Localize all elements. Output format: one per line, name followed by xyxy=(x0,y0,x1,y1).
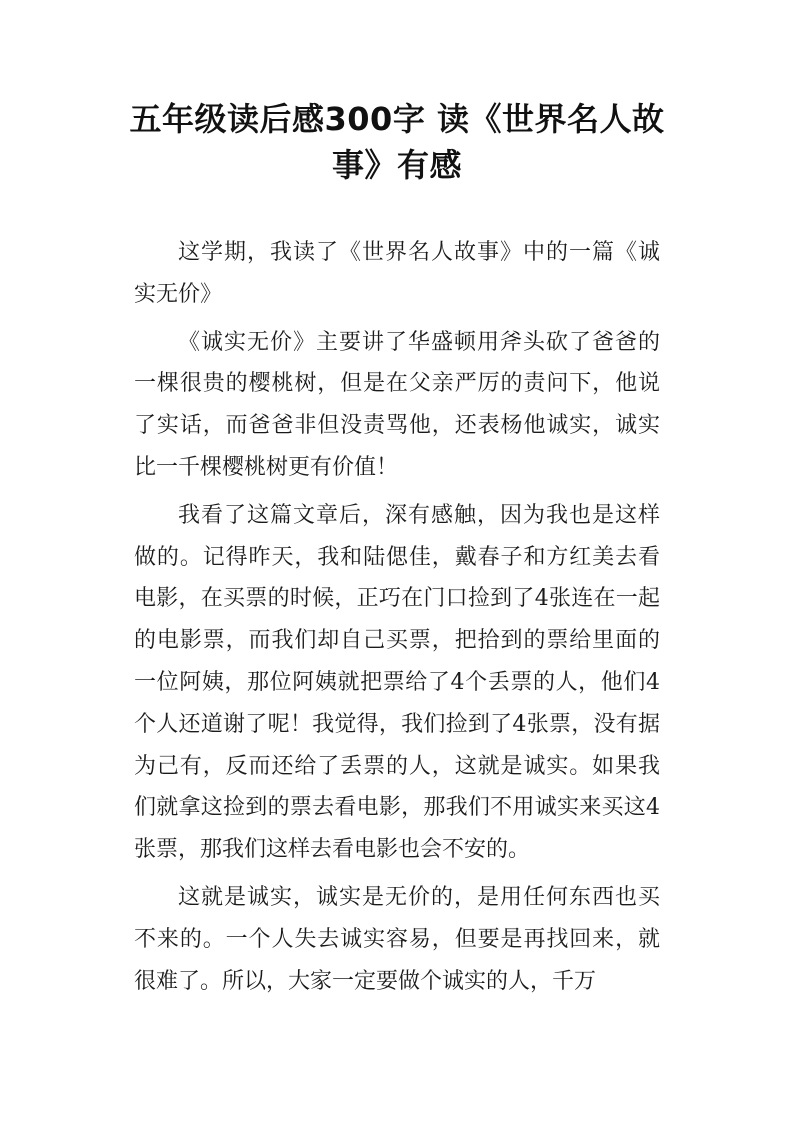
paragraph-1: 这学期，我读了《世界名人故事》中的一篇《诚实无价》 xyxy=(134,240,660,307)
paragraph-2: 《诚实无价》主要讲了华盛顿用斧头砍了爸爸的一棵很贵的樱桃树，但是在父亲严厉的责问下，他说了实话，而爸爸非但没责骂他，还表杨他诚实，诚实比一千棵樱桃树更有价值！ xyxy=(134,329,660,480)
title-line-2: 事》有感 xyxy=(331,146,462,184)
title-line-1: 五年级读后感300字 读《世界名人故 xyxy=(129,100,665,138)
paragraph-3: 我看了这篇文章后，深有感触，因为我也是这样做的。记得昨天，我和陆偲佳，戴春子和方红美去看电影，在买票的时候，正巧在门口捡到了4张连在一起的电影票，而我们却自己买票，把拾到的票给里面的一位阿姨，那位阿姨就把票给了4个丢票的人，他们4个人还道谢了呢！我觉得，我们捡到了4张票，没有据为己有，反而还给了丢票的人，这就是诚实。如果我们就拿这捡到的票去看电影，那我们不用诚实来买这4张票，那我们这样去看电影也会不安的。 xyxy=(134,502,660,863)
paragraph-4: 这就是诚实，诚实是无价的，是用任何东西也买不来的。一个人失去诚实容易，但要是再找回来，就很难了。所以，大家一定要做个诚实的人，千万 xyxy=(134,884,660,994)
document-title xyxy=(100,96,694,188)
document-body xyxy=(134,232,660,1008)
